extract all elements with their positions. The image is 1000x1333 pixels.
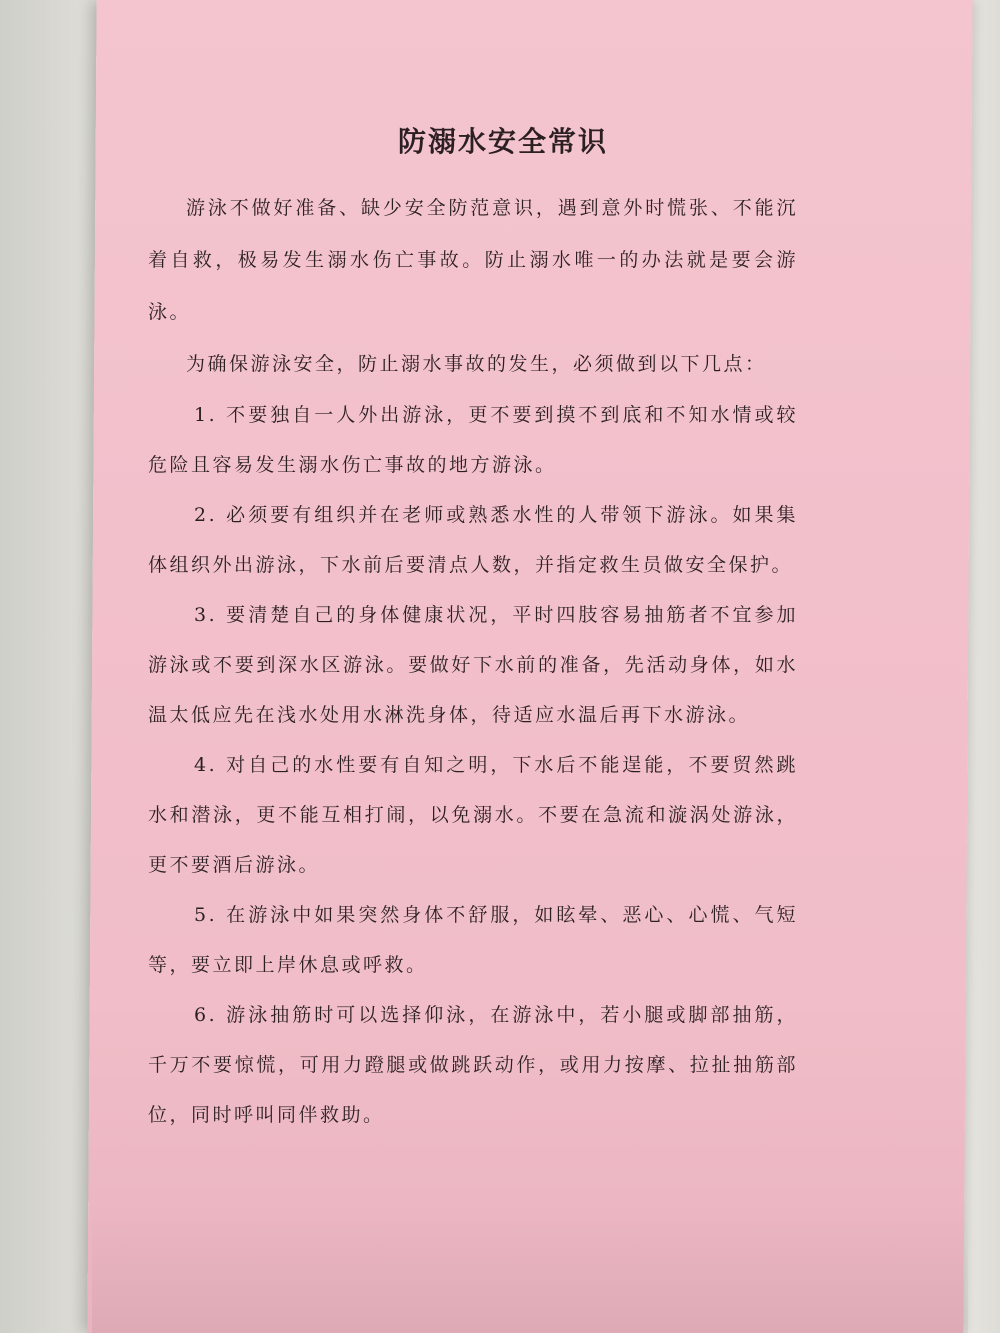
rule-item-5: 5. 在游泳中如果突然身体不舒服，如眩晕、恶心、心慌、气短等，要立即上岸休息或呼救。 [148, 904, 798, 976]
rule-item-2: 2. 必须要有组织并在老师或熟悉水性的人带领下游泳。如果集体组织外出游泳，下水前后要清点人数，并指定救生员做安全保护。 [148, 504, 798, 576]
intro-paragraph: 游泳不做好准备、缺少安全防范意识，遇到意外时慌张、不能沉着自救，极易发生溺水伤亡事故。防止溺水唯一的办法就是要会游泳。 [148, 197, 798, 323]
rule-item-4: 4. 对自己的水性要有自知之明，下水后不能逞能，不要贸然跳水和潜泳，更不能互相打闹，以免溺水。不要在急流和漩涡处游泳，更不要酒后游泳。 [148, 754, 798, 876]
document-body [148, 120, 798, 1140]
lead-paragraph: 为确保游泳安全，防止溺水事故的发生，必须做到以下几点： [186, 353, 767, 375]
rule-item-3: 3. 要清楚自己的身体健康状况，平时四肢容易抽筋者不宜参加游泳或不要到深水区游泳。要做好下水前的准备，先活动身体，如水温太低应先在浅水处用水淋洗身体，待适应水温后再下水游泳。 [148, 604, 798, 726]
rule-item-1: 1. 不要独自一人外出游泳，更不要到摸不到底和不知水情或较危险且容易发生溺水伤亡事故的地方游泳。 [148, 404, 798, 476]
rule-item-6: 6. 游泳抽筋时可以选择仰泳，在游泳中，若小腿或脚部抽筋，千万不要惊慌，可用力蹬腿或做跳跃动作，或用力按摩、拉扯抽筋部位，同时呼叫同伴救助。 [148, 1004, 798, 1126]
paper-shadow [92, 1200, 968, 1333]
document-title: 防溺水安全常识 [397, 125, 608, 158]
